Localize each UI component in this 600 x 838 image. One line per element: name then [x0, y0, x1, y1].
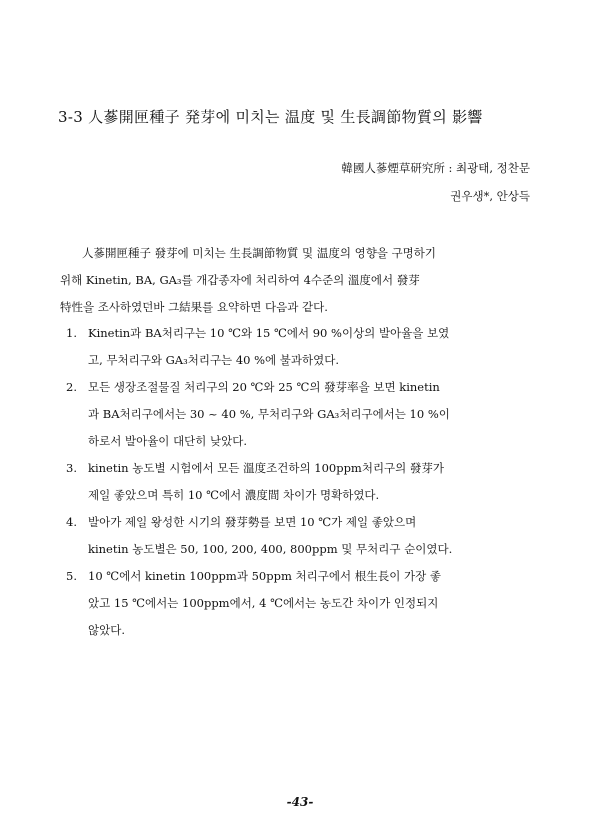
additional-authors: 권우생*, 안상득 [450, 189, 530, 203]
intro-paragraph [60, 240, 542, 321]
item-number: 2. [66, 380, 77, 394]
item-line: 았고 15 ℃에서는 100ppm에서, 4 ℃에서는 농도간 차이가 인정되지 [88, 596, 439, 610]
item-line: 과 BA처리구에서는 30 ~ 40 %, 무처리구와 GA₃처리구에서는 10 %이 [88, 407, 450, 421]
item-line: 않았다. [88, 623, 125, 637]
affiliation-authors: 韓國人蔘煙草研究所 : 최광태, 정찬문 [341, 161, 530, 175]
item-line: 하로서 발아율이 대단히 낮았다. [88, 434, 248, 448]
item-number: 4. [66, 515, 77, 529]
result-item [66, 320, 540, 374]
result-item [66, 374, 540, 455]
result-item [66, 563, 540, 644]
item-number: 3. [66, 461, 77, 475]
item-line: Kinetin과 BA처리구는 10 ℃와 15 ℃에서 90 %이상의 발아율을 보였 [88, 326, 450, 340]
item-line: kinetin 농도별은 50, 100, 200, 400, 800ppm 및 무처리구 순이였다. [88, 542, 453, 556]
item-line: 발아가 제일 왕성한 시기의 發芽勢를 보면 10 ℃가 제일 좋았으며 [88, 515, 417, 529]
item-line: 제일 좋았으며 특히 10 ℃에서 濃度間 차이가 명확하였다. [88, 488, 380, 502]
result-item [66, 455, 540, 509]
intro-line: 特性을 조사하였던바 그結果를 요약하면 다음과 같다. [60, 300, 328, 314]
item-number: 5. [66, 569, 77, 583]
page-number: -43- [286, 795, 314, 809]
intro-line: 위해 Kinetin, BA, GA₃를 개갑종자에 처리하여 4수준의 溫度에서 發芽 [60, 273, 420, 287]
item-line: 고, 무처리구와 GA₃처리구는 40 %에 불과하였다. [88, 353, 339, 367]
results-list [66, 320, 540, 644]
result-item [66, 509, 540, 563]
item-number: 1. [66, 326, 77, 340]
section-title: 3-3 人蔘開匣種子 発芽에 미치는 温度 및 生長調節物質의 影響 [58, 108, 483, 126]
item-line: kinetin 농도별 시험에서 모든 溫度조건하의 100ppm처리구의 發芽가 [88, 461, 445, 475]
item-line: 10 ℃에서 kinetin 100ppm과 50ppm 처리구에서 根生長이 가장 좋 [88, 569, 441, 583]
intro-line: 人蔘開匣種子 發芽에 미치는 生長調節物質 및 温度의 영향을 구명하기 [82, 246, 437, 260]
item-line: 모든 생장조절물질 처리구의 20 ℃와 25 ℃의 發芽率을 보면 kinetin [88, 380, 440, 394]
